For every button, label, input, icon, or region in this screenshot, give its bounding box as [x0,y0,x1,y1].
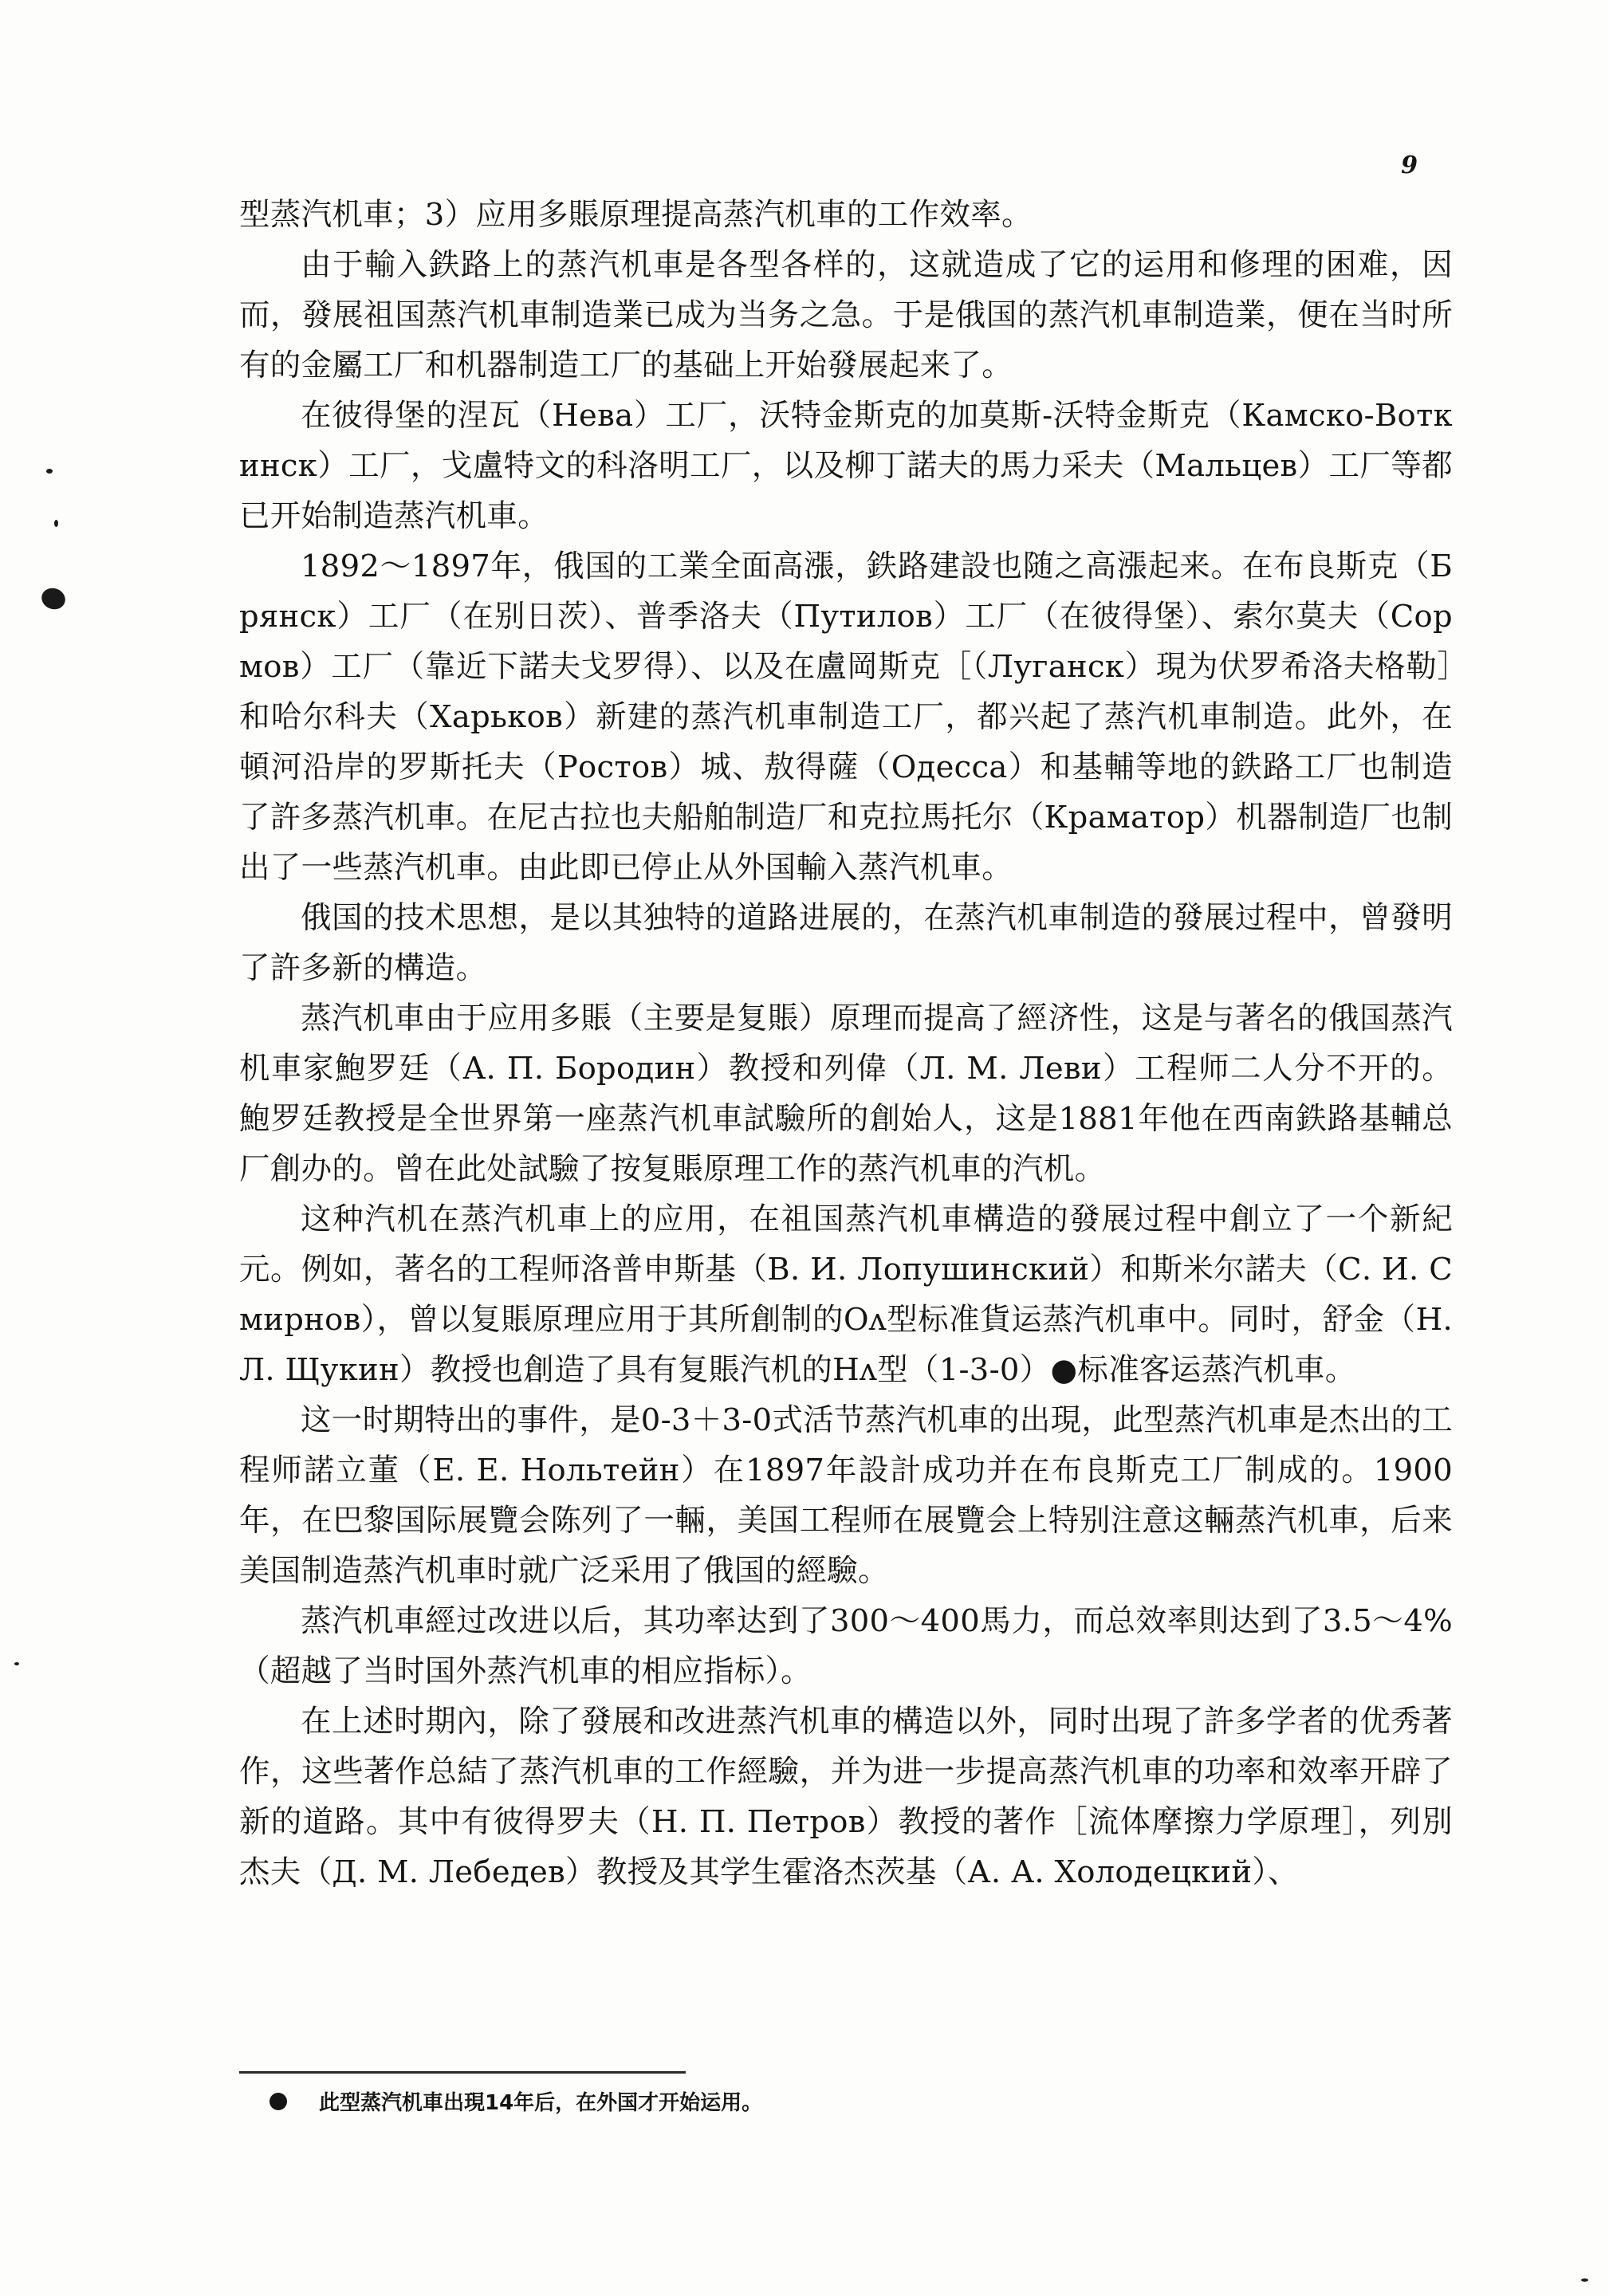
paragraph-10: 在上述时期內，除了發展和改进蒸汽机車的構造以外，同时出現了許多学者的优秀著作，这些著作总結了蒸汽机車的工作經驗，并为进一步提高蒸汽机車的功率和效率开辟了新的道路。其中有彼得罗夫（Н. П. Петров）教授的著作［流体摩擦力学原理］，列別杰夫（Д. М. Лебедев）教授及其学生霍洛杰茨基（А. А. Холодецкий）、 [239,1704,1453,1890]
paragraph-9: 蒸汽机車經过改进以后，其功率达到了300～400馬力，而总效率則达到了3.5～4%（超越了当时国外蒸汽机車的相应指标）。 [239,1603,1453,1689]
paragraph-7: 这种汽机在蒸汽机車上的应用，在祖国蒸汽机車構造的發展过程中創立了一个新紀元。例如，著名的工程师洛普申斯基（В. И. Лопушинский）和斯米尔諾夫（С. И. Смирнов），曾以复賬原理应用于其所創制的Оᴧ型标准貨运蒸汽机車中。同时，舒金（Н. Л. Щукин）教授也創造了具有复賬汽机的Нᴧ型（1-3-0）●标准客运蒸汽机車。 [239,1201,1453,1388]
scan-speck-mark [1581,2278,1588,2282]
body-text [239,190,1453,1897]
paragraph-1: 型蒸汽机車；3）应用多賬原理提高蒸汽机車的工作效率。 [239,197,1033,233]
scan-speck-mark [14,1662,19,1665]
scan-speck-mark [54,520,58,527]
scan-speck-mark [38,585,68,613]
footnote-divider [239,2071,686,2074]
footnote [269,2087,762,2119]
paragraph-4: 1892～1897年，俄国的工業全面高漲，鉄路建設也随之高漲起来。在布良斯克（Брянск）工厂（在别日茨）、普季洛夫（Путилов）工厂（在彼得堡）、索尔莫夫（Сормов）工厂（靠近下諾夫戈罗得）、以及在盧岡斯克［（Луганск）現为伏罗希洛夫格勒］和哈尔科夫（Харьков）新建的蒸汽机車制造工厂，都兴起了蒸汽机車制造。此外，在頓河沿岸的罗斯托夫（Ростов）城、敖得薩（Одесса）和基輔等地的鉄路工厂也制造了許多蒸汽机車。在尼古拉也夫船舶制造厂和克拉馬托尔（Краматор）机器制造厂也制出了一些蒸汽机車。由此即已停止从外国輸入蒸汽机車。 [239,548,1453,886]
footnote-bullet-icon [269,2093,287,2110]
paragraph-6: 蒸汽机車由于应用多賬（主要是复賬）原理而提高了經济性，这是与著名的俄国蒸汽机車家鮑罗廷（А. П. Бородин）教授和列偉（Л. М. Леви）工程师二人分不开的。鮑罗廷教授是全世界第一座蒸汽机車試驗所的創始人，这是1881年他在西南鉄路基輔总厂創办的。曾在此处試驗了按复賬原理工作的蒸汽机車的汽机。 [239,1001,1453,1187]
paragraph-5: 俄国的技术思想，是以其独特的道路进展的，在蒸汽机車制造的發展过程中，曾發明了許多新的構造。 [239,900,1453,986]
page-number: 9 [1401,151,1418,179]
paragraph-8: 这一时期特出的事件，是0-3＋3-0式活节蒸汽机車的出現，此型蒸汽机車是杰出的工程师諾立董（Е. Е. Нольтейн）在1897年設計成功并在布良斯克工厂制成的。1900年，在巴黎国际展覽会陈列了一輛，美国工程师在展覽会上特别注意这輛蒸汽机車，后来美国制造蒸汽机車时就广泛采用了俄国的經驗。 [239,1402,1453,1589]
paragraph-2: 由于輸入鉄路上的蒸汽机車是各型各样的，这就造成了它的运用和修理的困难，因而，發展祖国蒸汽机車制造業已成为当务之急。于是俄国的蒸汽机車制造業，便在当时所有的金屬工厂和机器制造工厂的基础上开始發展起来了。 [239,247,1453,383]
footnote-text: 此型蒸汽机車出現14年后，在外国才开始运用。 [319,2091,763,2115]
paragraph-3: 在彼得堡的涅瓦（Нева）工厂，沃特金斯克的加莫斯-沃特金斯克（Камско-Воткинск）工厂，戈盧特文的科洛明工厂，以及柳丁諾夫的馬力采夫（Мальцев）工厂等都已开始制造蒸汽机車。 [239,398,1453,534]
scan-speck-mark [46,469,53,474]
